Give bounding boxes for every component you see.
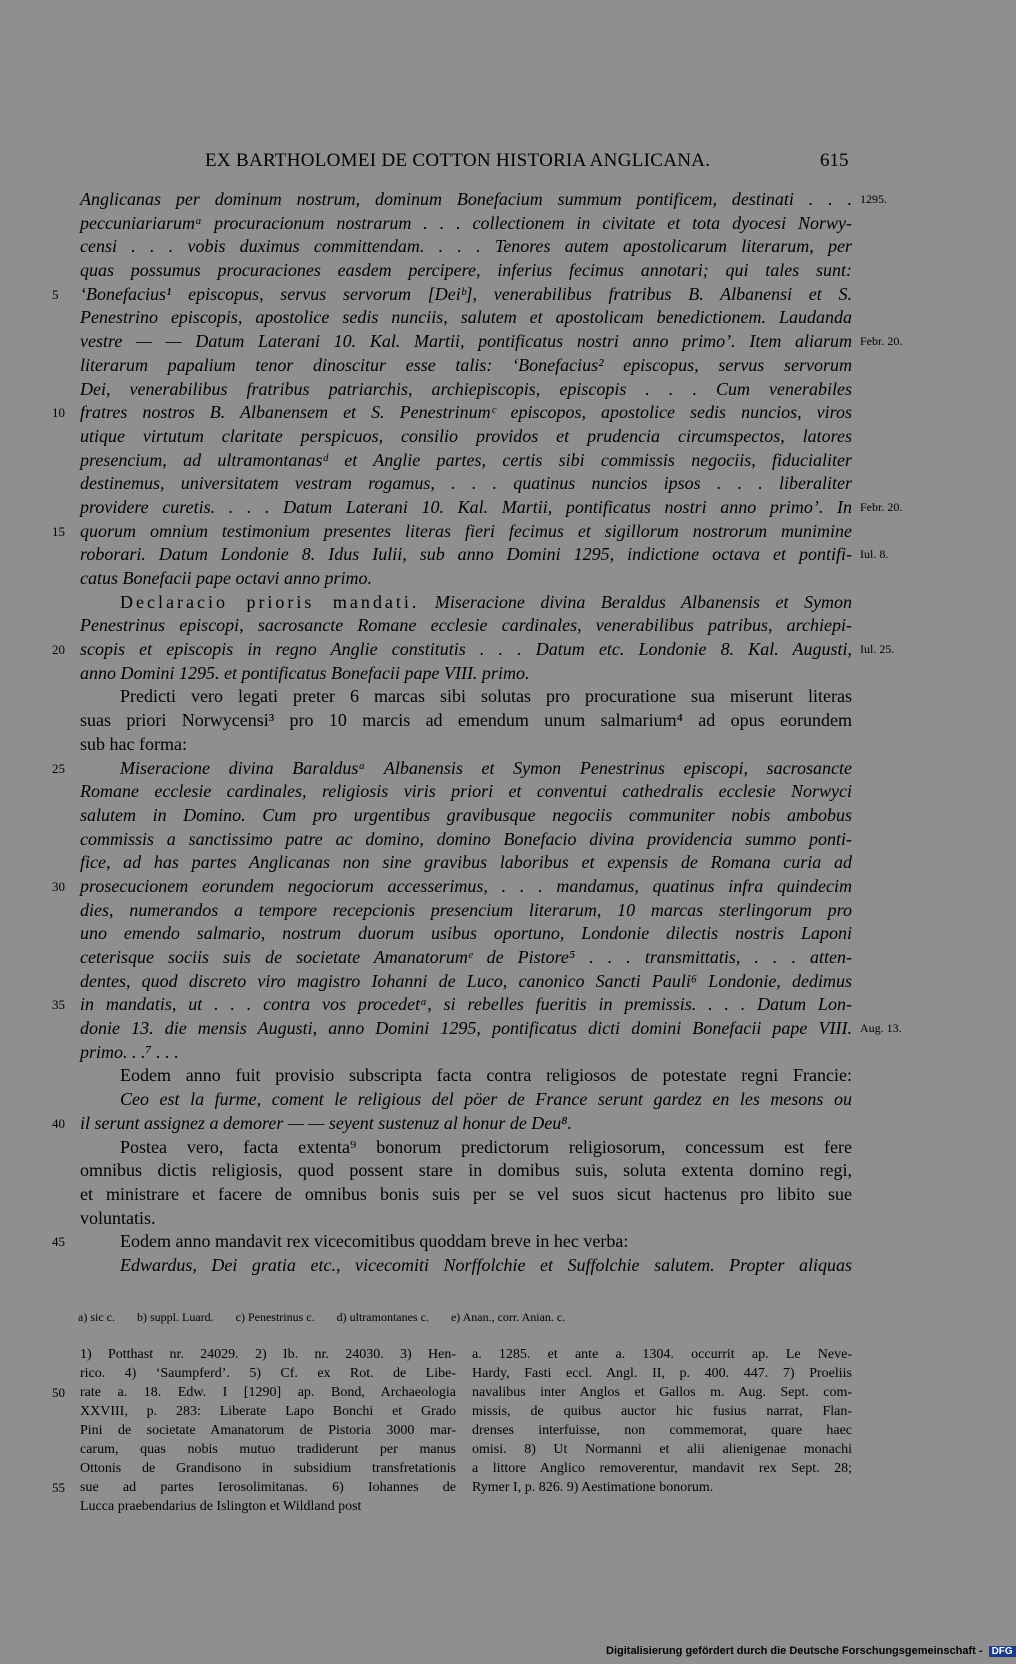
line-text: fratres nostros B. Albanensem et S. Penestrinumᶜ episcopos, apostolice sedis nuncios, viros: [80, 402, 852, 423]
footnote-line: [80, 1402, 456, 1421]
line-text: in mandatis, ut . . . contra vos procedetᵃ, si rebelles fueritis in premissis. . . . Datum Lon-: [80, 994, 852, 1015]
text-line: [0, 804, 1000, 828]
line-text: dies, numerandos a tempore recepcionis presencium literarum, 10 marcas sterlingorum pro: [80, 899, 852, 920]
text-line: [0, 1136, 1000, 1160]
footnote-line: [472, 1421, 852, 1440]
text-line: [0, 283, 1000, 307]
digitization-credit: [606, 1645, 1016, 1657]
text-line: [0, 1207, 1000, 1231]
line-text: vestre — — Datum Laterani 10. Kal. Martii, pontificatus nostri anno primo’. Item aliarum: [80, 331, 852, 352]
footnote-line: [472, 1440, 852, 1459]
text-line: [0, 449, 1000, 473]
footnote-line: [80, 1497, 456, 1516]
apparatus-note: b) suppl. Luard.: [136, 1310, 214, 1324]
text-line: [0, 401, 1000, 425]
line-text: quas possumus procuraciones easdem percipere, inferius fecimus annotari; qui tales sunt:: [80, 260, 852, 281]
line-text: salutem in Domino. Cum pro urgentibus gravibusque negociis communiter nobis ambobus: [80, 804, 852, 825]
text-line: [0, 733, 1000, 757]
line-number: 10: [52, 405, 65, 421]
footnote-line: [80, 1345, 456, 1364]
text-line: [0, 780, 1000, 804]
line-text: Anglicanas per dominum nostrum, dominum Bonefacium summum pontificem, destinati . . .: [80, 189, 852, 209]
footnote-line: [472, 1345, 852, 1364]
running-header: [0, 150, 1000, 180]
apparatus-note: c) Penestrinus c.: [235, 1310, 315, 1324]
footnote-text: a. 1285. et ante a. 1304. occurrit ap. Le Neve-: [472, 1347, 852, 1362]
line-number: 15: [52, 523, 65, 539]
footnote-text: rico. 4) ‘Saumpferd’. 5) Cf. ex Rot. de Libe-: [80, 1366, 456, 1381]
text-line: [0, 378, 1000, 402]
footnote-line: [52, 1383, 456, 1402]
line-text: uno emendo salmario, nostrum duorum usibus oportuno, Londonie dilectis nostris Laponi: [80, 923, 852, 944]
line-text: primo. . .⁷ . . .: [80, 1041, 179, 1062]
line-text: scopis et episcopis in regno Anglie constitutis . . . Datum etc. Londonie 8. Kal. Augusti,: [80, 639, 852, 660]
text-line: [0, 472, 1000, 496]
footnote-text: drenses interfuisse, non commemorat, quare haec: [472, 1423, 852, 1438]
margin-date: Febr. 20.: [860, 334, 903, 349]
line-text: ‘Bonefacius¹ episcopus, servus servorum [Deiᵇ], venerabilibus fratribus B. Albanensi et S.: [80, 283, 852, 304]
text-line: [0, 425, 1000, 449]
line-number: 5: [52, 286, 59, 302]
line-text: Eodem anno mandavit rex vicecomitibus quoddam breve in hec verba:: [120, 1231, 629, 1252]
text-line: [0, 1254, 1000, 1278]
margin-date: 1295.: [860, 192, 887, 206]
text-line: [0, 709, 1000, 733]
text-line: [0, 354, 1000, 378]
line-text: Ceo est la furme, coment le religious del pöer de France serunt gardez en les mesons ou: [120, 1089, 852, 1110]
dfg-logo: DFG: [989, 1646, 1016, 1657]
text-line: [0, 685, 1000, 709]
critical-apparatus: [78, 1310, 838, 1325]
line-text: prosecucionem eorundem negociorum accesserimus, . . . mandamus, quatinus infra quindecim: [80, 875, 852, 896]
footnotes-left-column: [52, 1345, 456, 1516]
credit-text: Digitalisierung gefördert durch die Deutsche Forschungsgemeinschaft -: [606, 1645, 983, 1657]
text-line: [0, 757, 1000, 781]
line-text: et ministrare et facere de omnibus bonis suis per se vel suos sicut hactenus pro libito sue: [80, 1183, 852, 1204]
footnote-text: Ottonis de Grandisono in subsidium transfretationis: [80, 1461, 456, 1476]
text-line: [0, 188, 1000, 212]
footnote-text: Lucca praebendarius de Islington et Wildland post: [80, 1499, 362, 1514]
line-number: 50: [52, 1385, 65, 1400]
footnotes-right-column: [472, 1345, 852, 1497]
line-text: roborari. Datum Londonie 8. Idus Iulii, sub anno Domini 1295, indictione octava et pontifi-: [80, 544, 852, 565]
line-text: destinemus, universitatem vestram rogamus, . . . quatinus nuncios ipsos . . . liberaliter: [80, 473, 852, 494]
text-line: [0, 922, 1000, 946]
footnote-line: [52, 1478, 456, 1497]
page-number: 615: [820, 150, 849, 171]
footnote-text: 1) Potthast nr. 24029. 2) Ib. nr. 24030. 3) Hen-: [80, 1347, 456, 1362]
line-number: 55: [52, 1480, 65, 1495]
running-title: EX BARTHOLOMEI DE COTTON HISTORIA ANGLICANA.: [205, 150, 711, 171]
line-number: 35: [52, 997, 65, 1013]
line-text: ceterisque sociis suis de societate Amanatorumᵉ de Pistore⁵ . . . transmittatis, . . . atten-: [80, 947, 852, 967]
line-text: donie 13. die mensis Augusti, anno Domini 1295, pontificatus dicti domini Bonefacii pape VIII.: [80, 1018, 852, 1039]
text-line: [0, 567, 1000, 591]
footnote-text: Hardy, Fasti eccl. Angl. II, p. 400. 447. 7) Proeliis: [472, 1366, 852, 1381]
footnote-text: omisi. 8) Ut Normanni et alii alienigenae monachi: [472, 1442, 852, 1457]
margin-date: Iul. 8.: [860, 547, 889, 562]
text-line: [0, 496, 1000, 520]
margin-date: Iul. 25.: [860, 642, 895, 657]
main-text: [0, 188, 1000, 1278]
line-text: voluntatis.: [80, 1207, 156, 1228]
text-line: [0, 1230, 1000, 1254]
apparatus-note: d) ultramontanes c.: [336, 1310, 429, 1324]
text-line: [0, 235, 1000, 259]
line-number: 25: [52, 760, 65, 776]
line-text: dentes, quod discreto viro magistro Iohanni de Luco, canonico Sancti Pauli⁶ Londonie, dedimus: [80, 970, 852, 991]
line-text: presencium, ad ultramontanasᵈ et Anglie partes, certis sibi commissis negociis, fiducialiter: [80, 449, 852, 470]
text-line: [0, 828, 1000, 852]
footnote-line: [80, 1364, 456, 1383]
footnote-text: carum, quas nobis mutuo tradiderunt per manus: [80, 1442, 456, 1457]
footnote-line: [80, 1421, 456, 1440]
text-line: [0, 259, 1000, 283]
footnote-text: navalibus inter Anglos et Gallos m. Aug. Sept. com-: [472, 1385, 852, 1400]
footnote-text: rate a. 18. Edw. I [1290] ap. Bond, Archaeologia: [80, 1385, 456, 1400]
line-number: 40: [52, 1115, 65, 1131]
line-text: anno Domini 1295. et pontificatus Bonefacii pape VIII. primo.: [80, 662, 530, 683]
text-line: [0, 662, 1000, 686]
line-number: 30: [52, 878, 65, 894]
text-line: [0, 306, 1000, 330]
line-text: Penestrino episcopis, apostolice sedis nunciis, salutem et apostolicam benedictionem. Laudanda: [80, 307, 852, 328]
line-text: commissis a sanctissimo patre ac domino, domino Bonefacio divina providencia summo ponti-: [80, 828, 852, 849]
text-line: [0, 1159, 1000, 1183]
footnote-line: [472, 1383, 852, 1402]
text-line: [0, 1017, 1000, 1041]
text-line: [0, 638, 1000, 662]
line-text: Eodem anno fuit provisio subscripta facta contra religiosos de potestate regni Francie:: [120, 1065, 852, 1086]
line-text: providere curetis. . . . Datum Laterani 10. Kal. Martii, pontificatus nostri anno primo’. In: [80, 496, 852, 517]
text-line: [0, 1112, 1000, 1136]
line-text: Edwardus, Dei gratia etc., vicecomiti Norffolchie et Suffolchie salutem. Propter aliquas: [120, 1254, 852, 1275]
apparatus-note: e) Anan., corr. Anian. c.: [450, 1310, 566, 1324]
line-text: il serunt assignez a demorer — — seyent sustenuz al honur de Deu⁸.: [80, 1112, 573, 1133]
text-line: [0, 1064, 1000, 1088]
text-line: [0, 993, 1000, 1017]
line-text: quorum omnium testimonium presentes literas fieri fecimus et sigillorum nostrorum munimine: [80, 520, 852, 541]
text-line: [0, 520, 1000, 544]
line-number: 45: [52, 1234, 65, 1250]
footnote-text: missis, de quibus auctor hic fusius narrat, Flan-: [472, 1404, 852, 1419]
line-text: Declaracio prioris mandati. Miseracione divina Beraldus Albanensis et Symon: [120, 591, 853, 612]
margin-date: Febr. 20.: [860, 499, 903, 514]
footnote-line: [472, 1478, 852, 1497]
text-line: [0, 614, 1000, 638]
footnote-line: [80, 1459, 456, 1478]
text-line: [0, 875, 1000, 899]
footnote-line: [80, 1440, 456, 1459]
line-text: fice, ad has partes Anglicanas non sine gravibus laboribus et expensis de Romana curia ad: [80, 852, 852, 873]
line-text: Predicti vero legati preter 6 marcas sibi solutas pro procuratione sua miserunt literas: [120, 686, 852, 707]
text-line: [0, 851, 1000, 875]
text-line: [0, 946, 1000, 970]
text-line: [0, 1041, 1000, 1065]
footnote-text: sue ad partes Ierosolimitanas. 6) Iohannes de: [80, 1480, 456, 1495]
line-text: censi . . . vobis duximus committendam. . . . Tenores autem apostolicarum literarum, per: [80, 236, 852, 257]
apparatus-note: a) sic c.: [78, 1310, 115, 1324]
line-text: catus Bonefacii pape octavi anno primo.: [80, 568, 372, 588]
text-line: [0, 330, 1000, 354]
text-line: [0, 1183, 1000, 1207]
footnote-text: XXVIII, p. 283: Liberate Lapo Bonchi et Grado: [80, 1404, 456, 1419]
line-text: utique virtutum claritate perspicuos, consilio providos et prudencia circumspectos, latores: [80, 425, 852, 446]
line-text: peccuniariarumᵃ procuracionum nostrarum . . . collectionem in civitate et tota dyocesi Norwy-: [80, 212, 852, 233]
line-text: omnibus dictis religiosis, quod possent stare in domibus suis, soluta extenta domino regi,: [80, 1160, 852, 1181]
line-text: Miseracione divina Baraldusᵃ Albanensis et Symon Penestrinus episcopi, sacrosancte: [120, 757, 852, 778]
footnote-text: a littore Anglico removerentur, mandavit rex Sept. 28;: [472, 1461, 852, 1476]
footnote-text: Pini de societate Amanatorum de Pistoria 3000 mar-: [80, 1423, 456, 1438]
footnote-line: [472, 1402, 852, 1421]
text-line: [0, 1088, 1000, 1112]
text-line: [0, 591, 1000, 615]
footnote-line: [472, 1459, 852, 1478]
line-text: Postea vero, facta extenta⁹ bonorum predictorum religiosorum, concessum est fere: [120, 1136, 852, 1157]
text-line: [0, 212, 1000, 236]
line-text: sub hac forma:: [80, 733, 187, 754]
text-line: [0, 543, 1000, 567]
line-text: Romane ecclesie cardinales, religiosis viris priori et conventui cathedralis ecclesie Norwyci: [80, 781, 852, 802]
line-number: 20: [52, 642, 65, 658]
text-line: [0, 970, 1000, 994]
line-text: Dei, venerabilibus fratribus patriarchis, archiepiscopis, episcopis . . . Cum venerabiles: [80, 378, 852, 399]
line-text: suas priori Norwycensi³ pro 10 marcis ad emendum unum salmarium⁴ ad opus eorundem: [80, 710, 852, 731]
line-text: literarum papalium tenor dinoscitur esse talis: ‘Bonefacius² episcopus, servus servorum: [80, 354, 852, 375]
line-text: Penestrinus episcopi, sacrosancte Romane ecclesie cardinales, venerabilibus patribus, archiepi-: [80, 615, 852, 636]
margin-date: Aug. 13.: [860, 1021, 902, 1036]
text-line: [0, 899, 1000, 923]
footnote-text: Rymer I, p. 826. 9) Aestimatione bonorum.: [472, 1480, 714, 1495]
footnote-line: [472, 1364, 852, 1383]
